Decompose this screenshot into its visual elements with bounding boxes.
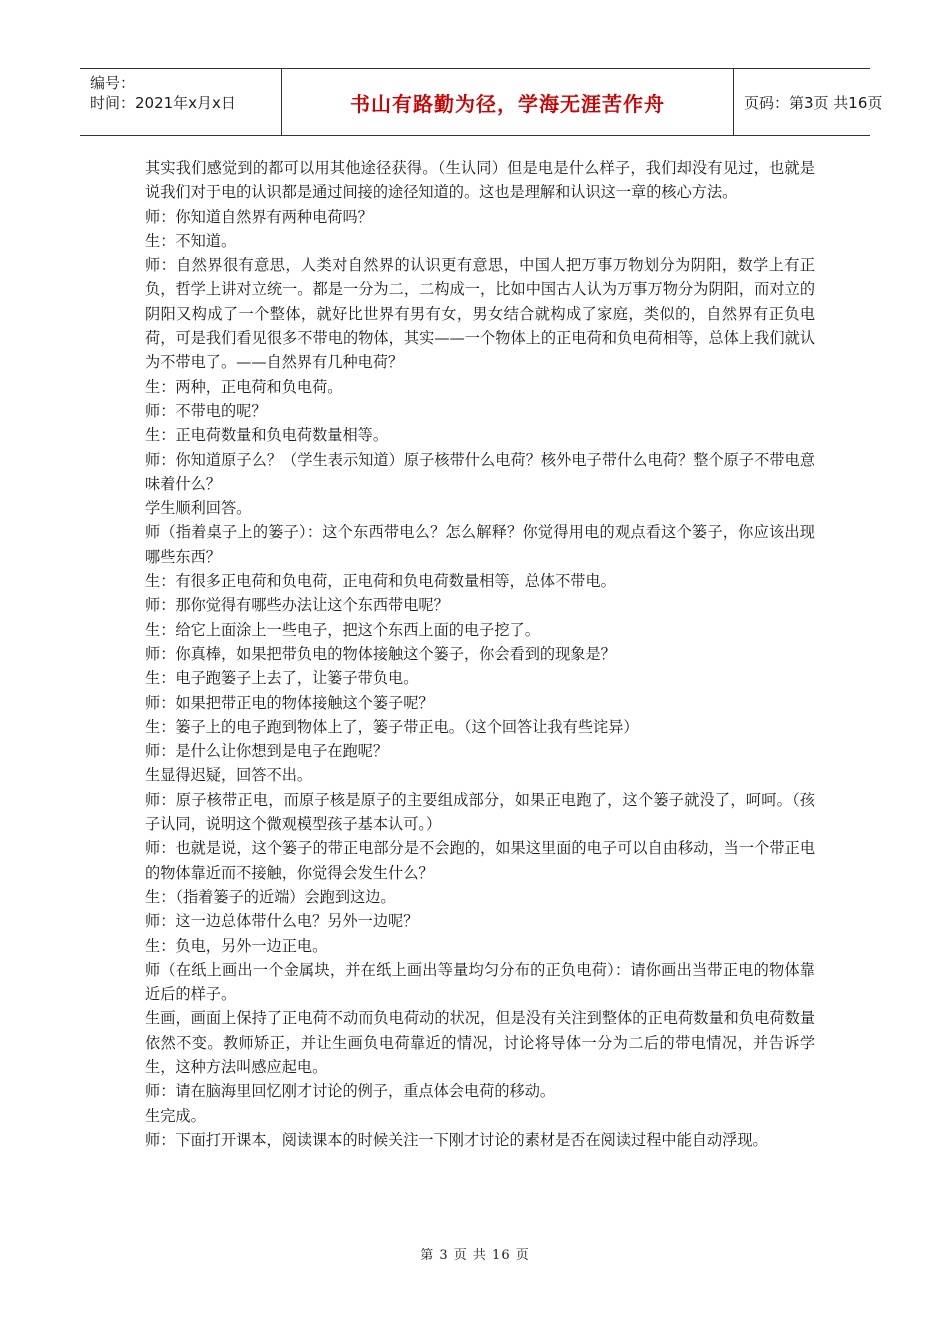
paragraph: 师：你知道原子么？（学生表示知道）原子核带什么电荷？核外电子带什么电荷？整个原子不带电意味着什么？ [145,450,815,493]
page-footer: 第 3 页 共 16 页 [420,1248,530,1263]
paragraph: 师：自然界很有意思，人类对自然界的认识更有意思，中国人把万事万物划分为阴阳，数学上有正负，哲学上讲对立统一。都是一分为二，二构成一，比如中国古人认为万事万物分为阴阳，而对立的阴阳又构成了一个整体，就好比世界有男有女，男女结合就构成了家庭，类似的，自然界有正负电荷，可是我们看见很多不带电的物体，其实——一个物体上的正电荷和负电荷相等，总体上我们就认为不带电了。——自然界有几种电荷？ [145,256,815,372]
paragraph: 生：电子跑篓子上去了，让篓子带负电。 [145,669,419,688]
paragraph: 生：负电，另外一边正电。 [145,936,328,955]
header-meta [80,69,282,135]
paragraph: 师（指着桌子上的篓子）：这个东西带电么？怎么解释？你觉得用电的观点看这个篓子，你应该出现哪些东西？ [145,523,815,566]
paragraph: 生画，画面上保持了正电荷不动而负电荷动的状况，但是没有关注到整体的正电荷数量和负电荷数量依然不变。教师矫正，并让生画负电荷靠近的情况，讨论将导体一分为二后的带电情况，并告诉学生，这种方法叫感应起电。 [145,1009,815,1076]
document-date: 时间：2021年x月x日 [90,94,236,112]
page-header [80,68,883,136]
paragraph: 师：如果把带正电的物体接触这个篓子呢？ [145,693,434,712]
document-number: 编号： [90,74,136,92]
paragraph: 师：是什么让你想到是电子在跑呢？ [145,742,388,761]
paragraph: 师：下面打开课本，阅读课本的时候关注一下刚才讨论的素材是否在阅读过程中能自动浮现。 [145,1130,768,1149]
document-body [145,156,815,1152]
paragraph: 生：不知道。 [145,231,237,250]
paragraph: 生：（指着篓子的近端）会跑到这边。 [145,887,396,906]
header-motto: 书山有路勤为径，学海无涯苦作舟 [282,69,734,135]
paragraph: 师：原子核带正电，而原子核是原子的主要组成部分，如果正电跑了，这个篓子就没了，呵呵。（孩子认同，说明这个微观模型孩子基本认可。） [145,790,815,834]
paragraph: 学生顺利回答。 [145,499,252,518]
paragraph: 师：那你觉得有哪些办法让这个东西带电呢？ [145,596,449,615]
paragraph: 师：不带电的呢？ [145,401,267,420]
paragraph: 生显得迟疑，回答不出。 [145,766,313,785]
header-page-number: 页码：第3页 共16页 [744,93,883,112]
paragraph: 其实我们感觉到的都可以用其他途径获得。（生认同）但是电是什么样子，我们却没有见过，也就是说我们对于电的认识都是通过间接的途径知道的。这也是理解和认识这一章的核心方法。 [145,159,815,202]
paragraph: 生：给它上面涂上一些电子，把这个东西上面的电子挖了。 [145,620,540,639]
paragraph: 师：也就是说，这个篓子的带正电部分是不会跑的，如果这里面的电子可以自由移动，当一个带正电的物体靠近而不接触，你觉得会发生什么？ [145,839,815,882]
paragraph: 生：有很多正电荷和负电荷，正电荷和负电荷数量相等，总体不带电。 [145,572,616,591]
paragraph: 师：你知道自然界有两种电荷吗？ [145,207,373,226]
paragraph: 生：两种，正电荷和负电荷。 [145,377,343,396]
paragraph: 师（在纸上画出一个金属块，并在纸上画出等量均匀分布的正负电荷）：请你画出当带正电的物体靠近后的样子。 [145,960,815,1004]
paragraph: 生：篓子上的电子跑到物体上了，篓子带正电。（这个回答让我有些诧异） [145,717,639,736]
paragraph: 生：正电荷数量和负电荷数量相等。 [145,426,388,445]
paragraph: 师：你真棒，如果把带负电的物体接触这个篓子，你会看到的现象是？ [145,644,616,663]
paragraph: 生完成。 [145,1106,206,1125]
paragraph: 师：这一边总体带什么电？另外一边呢？ [145,912,419,931]
paragraph: 师：请在脑海里回忆刚才讨论的例子，重点体会电荷的移动。 [145,1082,556,1101]
